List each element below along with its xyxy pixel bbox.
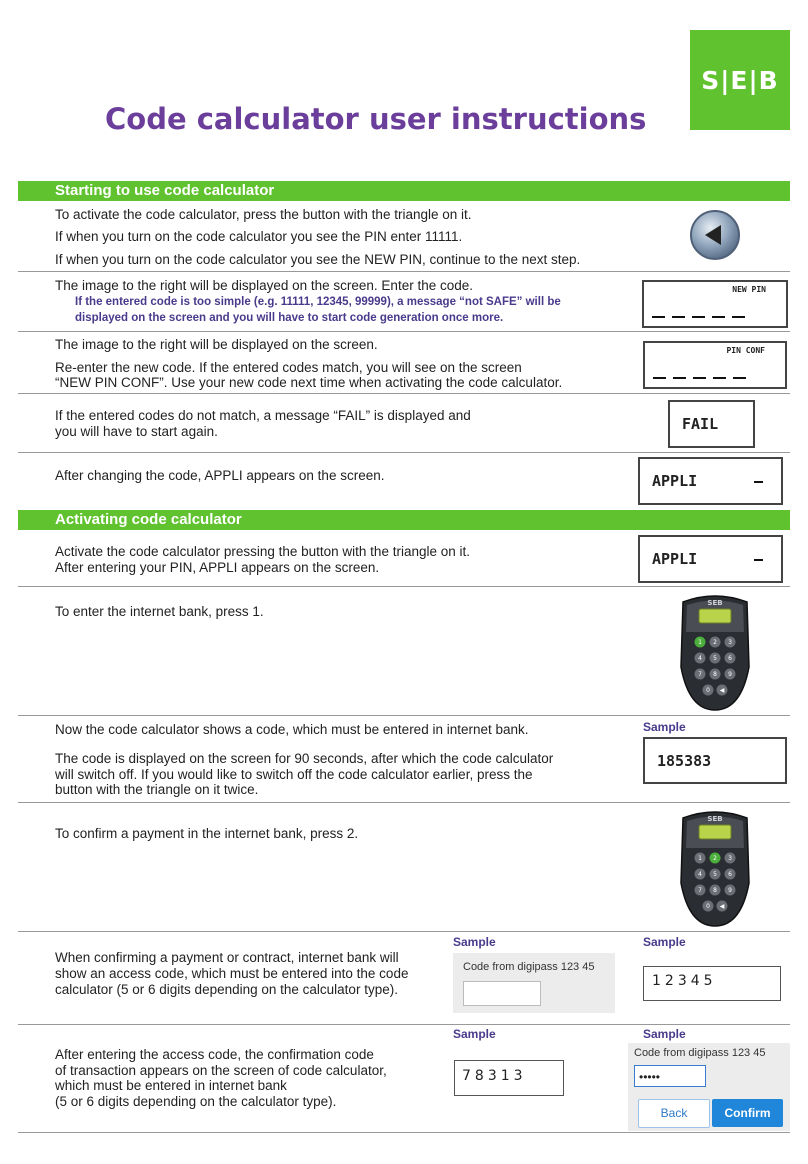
sample-label: Sample: [643, 1027, 686, 1041]
code-calculator-press-2-image: [675, 808, 755, 928]
calculator-confirmation-code: [454, 1060, 564, 1096]
masked-value: •••••: [639, 1070, 661, 1084]
s1-row3-line1: The image to the right will be displayed on the screen.: [55, 337, 378, 352]
key-label: 2: [713, 855, 717, 862]
key-label: 7: [698, 671, 702, 678]
s2-row6-line3: which must be entered in internet bank: [55, 1078, 287, 1093]
calculator-brand: SEB: [707, 599, 723, 607]
key-label: 9: [728, 887, 732, 894]
s2-row3-line2: The code is displayed on the screen for 90 seconds, after which the code calculator: [55, 751, 554, 766]
lcd-text: FAIL: [682, 415, 719, 433]
lcd-label: NEW PIN: [732, 285, 766, 294]
sample-label: Sample: [453, 1027, 496, 1041]
key-label: 8: [713, 671, 717, 678]
key-label: ◀: [719, 687, 725, 694]
lcd-dash: [754, 559, 763, 561]
digit-entry-text: 12345: [652, 973, 717, 989]
confirmation-code-input[interactable]: [634, 1065, 706, 1087]
lcd-appli: [638, 457, 783, 505]
key-label: 6: [728, 655, 732, 662]
sample-label: Sample: [453, 935, 496, 949]
key-label: 9: [728, 671, 732, 678]
form-label: Code from digipass 123 45: [634, 1047, 766, 1059]
s2-row3-line4: button with the triangle on it twice.: [55, 782, 259, 797]
section-header-text: Starting to use code calculator: [55, 182, 275, 199]
s1-row1-line2: If when you turn on the code calculator you see the PIN enter 11111.: [55, 229, 463, 244]
s2-row3-line1: Now the code calculator shows a code, which must be entered in internet bank.: [55, 722, 529, 737]
s2-row6-line4: (5 or 6 digits depending on the calculator type).: [55, 1094, 337, 1109]
divider: [18, 931, 790, 932]
key-label: 2: [713, 639, 717, 646]
lcd-text: APPLI: [652, 550, 698, 568]
key-label: 8: [713, 887, 717, 894]
lcd-fail: [668, 400, 755, 448]
confirmation-code-text: 78313: [462, 1068, 527, 1084]
access-code-input[interactable]: [463, 981, 541, 1006]
lcd-appli: [638, 535, 783, 583]
key-label: 5: [713, 871, 717, 878]
triangle-button-icon: [688, 208, 742, 262]
s1-row4-line1: If the entered codes do not match, a message “FAIL” is displayed and: [55, 408, 471, 423]
divider: [18, 586, 790, 587]
form-label: Code from digipass 123 45: [463, 961, 595, 973]
s1-row5-text: After changing the code, APPLI appears on the screen.: [55, 468, 385, 483]
key-label: 3: [728, 855, 732, 862]
lcd-code-text: 185383: [657, 752, 712, 770]
section-header-activating: [18, 510, 790, 530]
s1-row2-text: The image to the right will be displayed on the screen. Enter the code.: [55, 278, 473, 293]
divider: [18, 715, 790, 716]
key-label: 1: [698, 639, 702, 646]
s1-row1-line3: If when you turn on the code calculator you see the NEW PIN, continue to the next step.: [55, 252, 581, 267]
section-header-text: Activating code calculator: [55, 511, 242, 528]
divider: [18, 1024, 790, 1025]
s2-row5-line1: When confirming a payment or contract, internet bank will: [55, 950, 399, 965]
divider: [18, 802, 790, 803]
key-label: 3: [728, 639, 732, 646]
s2-row4-text: To confirm a payment in the internet bank, press 2.: [55, 826, 359, 841]
lcd-dashes: [652, 316, 745, 318]
lcd-pin-conf: [643, 341, 787, 389]
confirm-button[interactable]: Confirm: [712, 1099, 783, 1127]
s2-row5-line2: show an access code, which must be entered into the code: [55, 966, 409, 981]
s1-row1-line1: To activate the code calculator, press the button with the triangle on it.: [55, 207, 472, 222]
s2-row1-line2: After entering your PIN, APPLI appears on the screen.: [55, 560, 380, 575]
section-header-starting: [18, 181, 790, 201]
divider: [18, 393, 790, 394]
s1-row4-line2: you will have to start again.: [55, 424, 218, 439]
key-label: 4: [698, 655, 702, 662]
s2-row1-line1: Activate the code calculator pressing the button with the triangle on it.: [55, 544, 470, 559]
divider: [18, 331, 790, 332]
key-label: 0: [706, 687, 710, 694]
divider: [18, 271, 790, 272]
divider: [18, 1132, 790, 1133]
s1-row3-line2: Re-enter the new code. If the entered codes match, you will see on the screen: [55, 360, 522, 375]
sample-label: Sample: [643, 720, 686, 734]
s2-row2-text: To enter the internet bank, press 1.: [55, 604, 264, 619]
calculator-digit-entry: [643, 966, 781, 1001]
access-code-form-sample: [453, 953, 615, 1013]
s2-row5-line3: calculator (5 or 6 digits depending on the calculator type).: [55, 982, 398, 997]
page-title: Code calculator user instructions: [105, 102, 647, 136]
s1-row2-note-line2: displayed on the screen and you will have to start code generation once more.: [75, 312, 504, 324]
lcd-dashes: [653, 377, 746, 379]
lcd-code: [643, 737, 787, 784]
confirmation-form-sample: [628, 1043, 790, 1131]
key-label: 5: [713, 655, 717, 662]
sample-label: Sample: [643, 935, 686, 949]
lcd-dash: [754, 481, 763, 483]
code-calculator-press-1-image: [675, 592, 755, 712]
s1-row2-note-line1: If the entered code is too simple (e.g. 11111, 12345, 99999), a message “not SAFE” will be: [75, 296, 561, 308]
back-button[interactable]: Back: [638, 1099, 710, 1128]
divider: [18, 452, 790, 453]
key-label: 0: [706, 903, 710, 910]
seb-logo: S|E|B: [690, 30, 790, 130]
lcd-label: PIN CONF: [726, 346, 765, 355]
key-label: 6: [728, 871, 732, 878]
s1-row3-line3: “NEW PIN CONF”. Use your new code next time when activating the code calculator.: [55, 375, 563, 390]
s2-row6-line2: of transaction appears on the screen of code calculator,: [55, 1063, 387, 1078]
lcd-new-pin: [642, 280, 788, 328]
key-label: 1: [698, 855, 702, 862]
key-label: 7: [698, 887, 702, 894]
key-label: ◀: [719, 903, 725, 910]
s2-row3-line3: will switch off. If you would like to switch off the code calculator earlier, press the: [55, 767, 533, 782]
calculator-brand: SEB: [707, 815, 723, 823]
key-label: 4: [698, 871, 702, 878]
lcd-text: APPLI: [652, 472, 698, 490]
s2-row6-line1: After entering the access code, the confirmation code: [55, 1047, 374, 1062]
